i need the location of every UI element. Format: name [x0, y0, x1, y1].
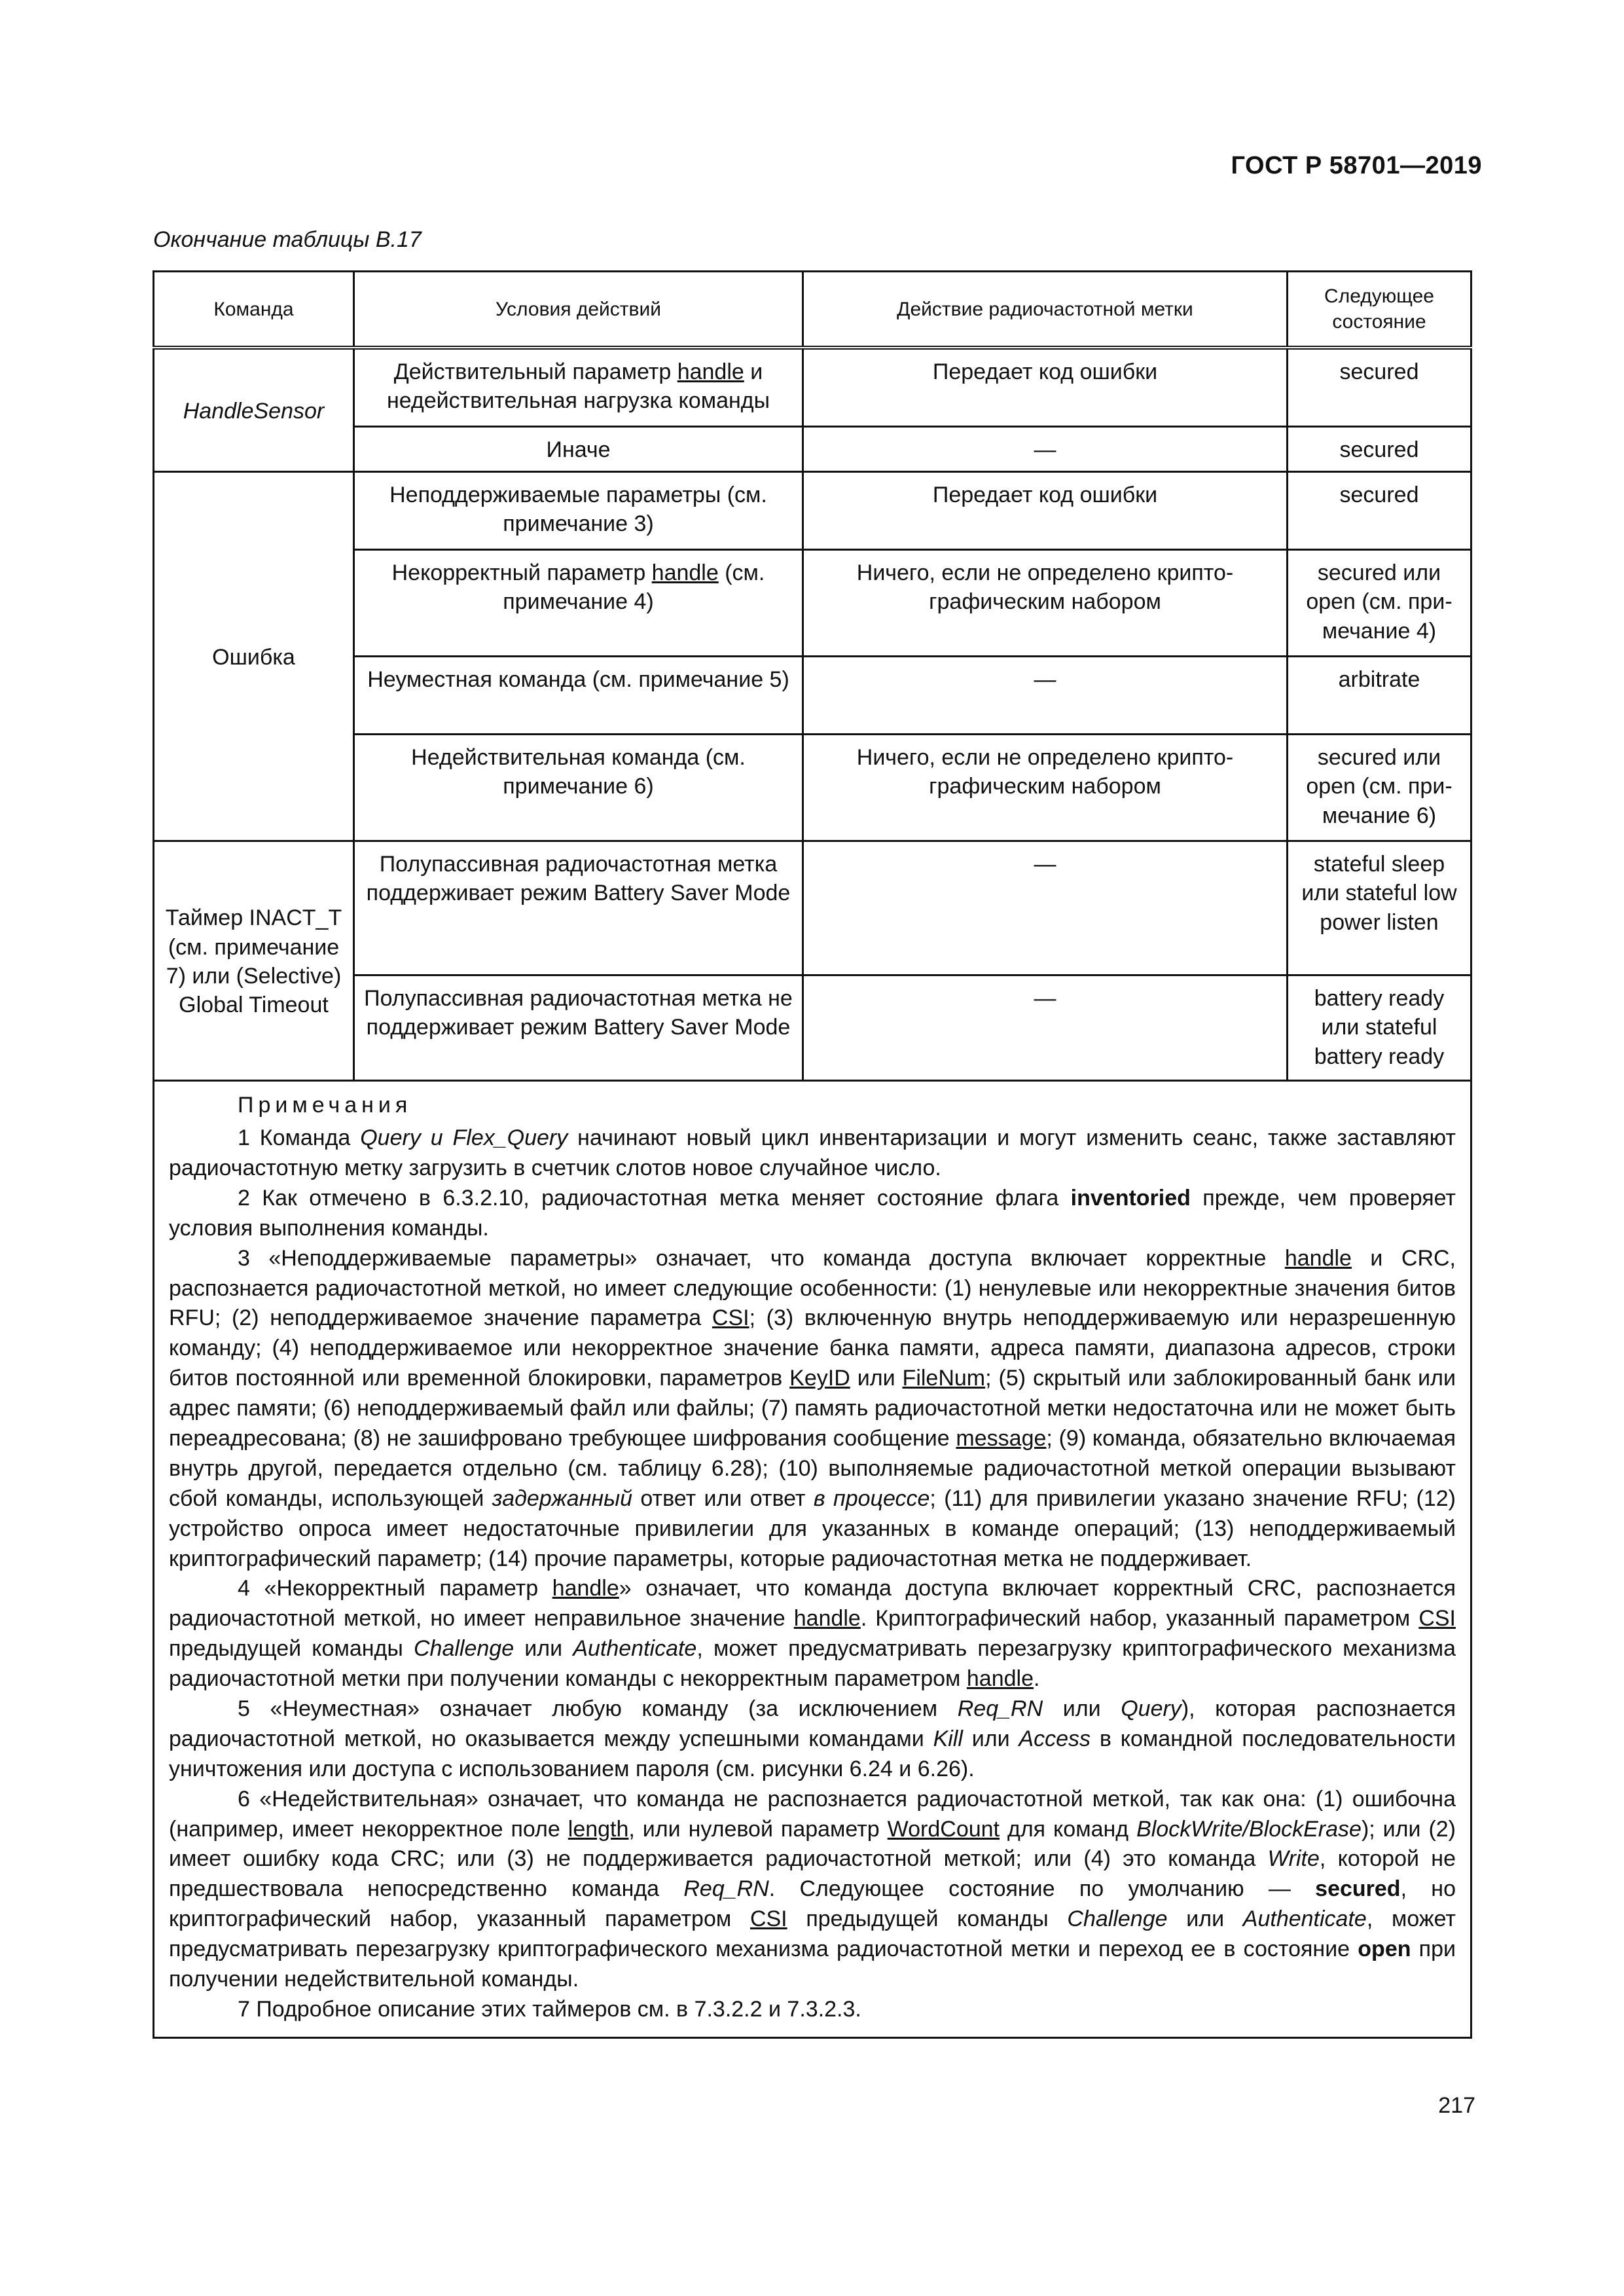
note-2: 2 Как отмечено в 6.3.2.10, радиочастотная метка меняет состояние флага inventoried прежде, чем проверяет условия выполнения команды. [169, 1185, 1456, 1241]
state-cell: secured [1288, 427, 1471, 472]
condition-cell: Действительный параметр handle и недействительная нагрузка команды [354, 348, 803, 427]
action-cell: — [803, 657, 1288, 735]
action-cell: Передает код ошибки [803, 348, 1288, 427]
state-cell: secured или open (см. примечание 4) [1288, 550, 1471, 657]
header-conditions: Условия действий [354, 272, 803, 348]
table-row [154, 841, 1471, 975]
condition-cell: Полупассивная радиочастотная метка поддерживает режим Battery Saver Mode [354, 841, 803, 975]
condition-cell: Неуместная команда (см. примечание 5) [354, 657, 803, 735]
action-cell: Передает код ошибки [803, 472, 1288, 550]
state-cell: stateful sleep или stateful low power listen [1288, 841, 1471, 975]
condition-cell: Недействительная команда (см. примечание 6) [354, 735, 803, 841]
action-cell: — [803, 975, 1288, 1081]
state-cell: secured или open (см. примечание 6) [1288, 735, 1471, 841]
action-cell: — [803, 427, 1288, 472]
note-1: 1 Команда Query и Flex_Query начинают новый цикл инвентаризации и могут изменить сеанс, также заставляют радиочастотную метку загрузить в счетчик слотов новое случайное число. [169, 1125, 1456, 1180]
condition-cell: Неподдерживаемые параметры (см. примечание 3) [354, 472, 803, 550]
state-cell: battery ready или stateful battery ready [1288, 975, 1471, 1081]
state-cell: secured [1288, 472, 1471, 550]
table-row [154, 348, 1471, 427]
action-cell: — [803, 841, 1288, 975]
state-cell: secured [1288, 348, 1471, 427]
condition-cell: Некорректный параметр handle (см. примечание 4) [354, 550, 803, 657]
state-cell: arbitrate [1288, 657, 1471, 735]
header-action: Действие радиочастотной метки [803, 272, 1288, 348]
table-header-row [154, 272, 1471, 348]
table-continuation-label: Окончание таблицы В.17 [153, 227, 422, 252]
notes-title: Примечания [238, 1093, 412, 1118]
command-cell-error: Ошибка [154, 472, 354, 841]
note-7: 7 Подробное описание этих таймеров см. в 7.3.2.2 и 7.3.2.3. [238, 1996, 861, 2022]
condition-cell: Иначе [354, 427, 803, 472]
note-5: 5 «Неуместная» означает любую команду (за исключением Req_RN или Query), которая распознается радиочастотной меткой, но оказывается между успешными командами Kill или Access в командной последовательности уничтожения или доступа с использованием пароля (см. рисунки 6.24 и 6.26). [169, 1696, 1456, 1781]
command-cell-handlesensor: HandleSensor [154, 348, 354, 472]
action-cell: Ничего, если не определено криптографическим набором [803, 550, 1288, 657]
header-next-state: Следующее состояние [1288, 272, 1471, 348]
command-cell-timer: Таймер INACT_T (см. примечание 7) или (Selective) Global Timeout [154, 841, 354, 1081]
note-3: 3 «Неподдерживаемые параметры» означает, что команда доступа включает корректные handle и CRC, распознается радиочастотной меткой, но имеет следующие особенности: (1) ненулевые или некорректные значения битов RFU; (2) неподдерживаемое значение параметра CSI; (3) включенную внутрь неподдерживаемую или неразрешенную команду; (4) неподдерживаемое или некорректное значение банка памяти, адреса памяти, диапазона адресов, строки битов постоянной или временной блокировки, параметров KeyID или FileNum; (5) скрытый или заблокированный банк или адрес памяти; (6) неподдерживаемый файл или файлы; (7) память радиочастотной метки недостаточна или не может быть переадресована; (8) не зашифровано требующее шифрования сообщение message; (9) команда, обязательно включаемая внутрь другой, передается отдельно (см. таблицу 6.28); (10) выполняемые радиочастотной меткой операции вызывают сбой команды, использующей задержанный ответ или ответ в процессе; (11) для привилегии указано значение RFU; (12) устройство опроса имеет недостаточные привилегии для указанных в команде операций; (13) неподдерживаемый криптографический параметр; (14) прочие параметры, которые радиочастотная метка не поддерживает. [169, 1245, 1456, 1571]
header-command: Команда [154, 272, 354, 348]
notes-cell [154, 1081, 1471, 2038]
page-number: 217 [1438, 2093, 1475, 2118]
note-6: 6 «Недействительная» означает, что команда не распознается радиочастотной меткой, так как она: (1) ошибочна (например, имеет некорректное поле length, или нулевой параметр WordCount для команд BlockWrite/BlockErase); или (2) имеет ошибку кода CRC; или (3) не поддерживается радиочастотной меткой; или (4) это команда Write, которой не предшествовала непосредственно команда Req_RN. Следующее состояние по умолчанию — secured, но криптографический набор, указанный параметром CSI предыдущей команды Challenge или Authenticate, может предусматривать перезагрузку криптографического механизма радиочастотной метки и переход ее в состояние open при получении недействительной команды. [169, 1786, 1456, 1992]
document-number: ГОСТ Р 58701—2019 [1231, 152, 1482, 179]
action-cell: Ничего, если не определено криптографическим набором [803, 735, 1288, 841]
commands-table [153, 270, 1472, 2039]
notes-row [154, 1081, 1471, 2038]
table-row [154, 472, 1471, 550]
condition-cell: Полупассивная радиочастотная метка не поддерживает режим Battery Saver Mode [354, 975, 803, 1081]
note-4: 4 «Некорректный параметр handle» означает, что команда доступа включает корректный CRC, распознается радиочастотной меткой, но имеет неправильное значение handle. Криптографический набор, указанный параметром CSI предыдущей команды Challenge или Authenticate, может предусматривать перезагрузку криптографического механизма радиочастотной метки при получении команды с некорректным параметром handle. [169, 1576, 1456, 1692]
